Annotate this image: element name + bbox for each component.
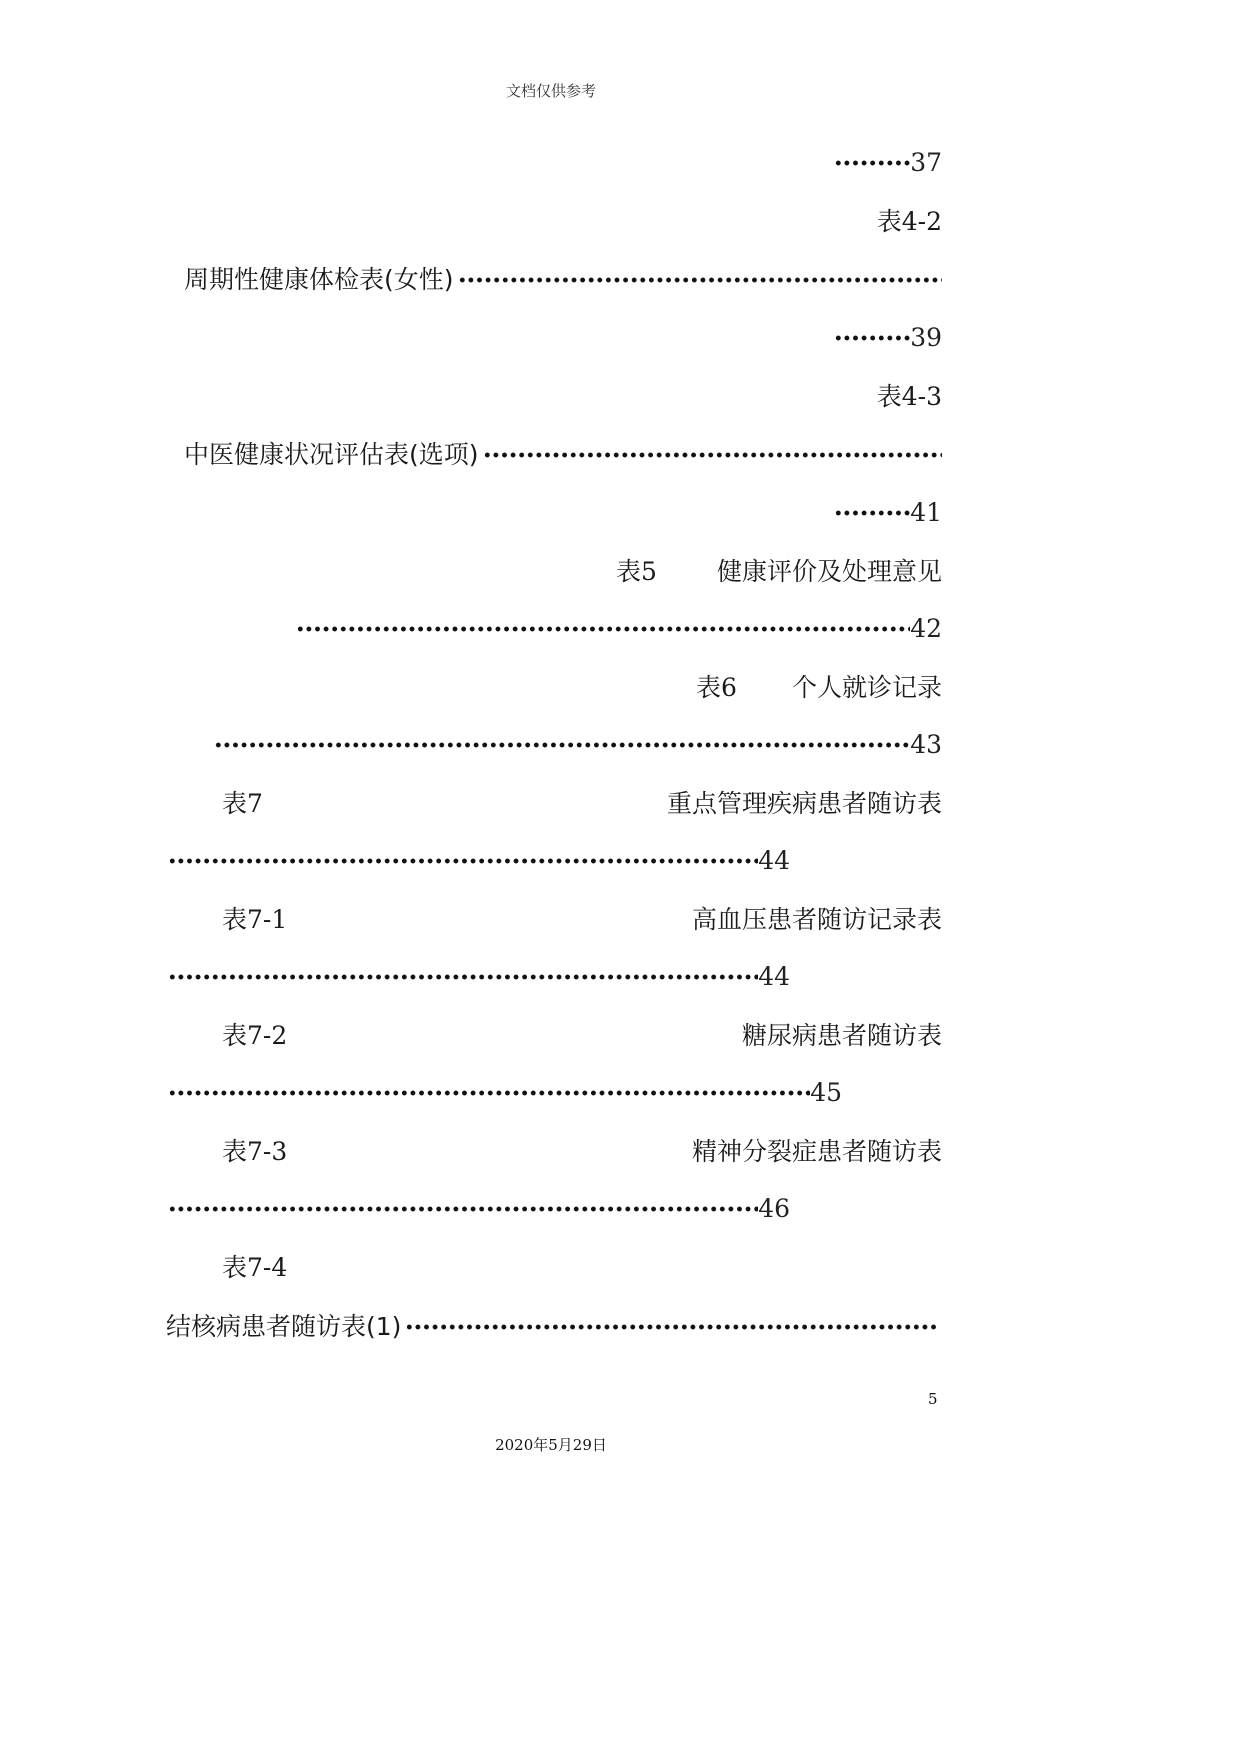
toc-page-number: 45 <box>810 1078 842 1107</box>
toc-entry-title: 高血压患者随访记录表 <box>691 905 942 934</box>
toc-entry-row <box>222 787 942 821</box>
dot-fill <box>168 844 758 878</box>
dot-fill <box>296 612 910 646</box>
toc-entry-title: 健康评价及处理意见 <box>716 557 942 586</box>
toc-entry-title: 周期性健康体检表(女性) <box>184 265 454 294</box>
dot-fill <box>834 496 910 530</box>
toc-entry-code: 表5 <box>616 557 657 586</box>
toc-entry-title: 精神分裂症患者随访表 <box>691 1137 942 1166</box>
toc-dot-leader <box>168 1192 790 1226</box>
dot-fill <box>458 263 942 297</box>
toc-entry-row <box>696 671 942 705</box>
toc-entry-title: 中医健康状况评估表(选项) <box>184 440 479 469</box>
toc-page-number: 39 <box>910 323 942 352</box>
toc-entry-code: 表4-3 <box>876 382 942 411</box>
toc-page-number: 44 <box>758 962 790 991</box>
toc-entry-row <box>222 1135 942 1169</box>
page-number: 5 <box>928 1390 938 1408</box>
toc-entry-title: 重点管理疾病患者随访表 <box>666 789 942 818</box>
dot-fill <box>405 1310 936 1344</box>
toc-entry-row <box>616 555 942 589</box>
toc-entry-title: 个人就诊记录 <box>791 673 942 702</box>
dot-fill <box>168 1076 810 1110</box>
dot-fill <box>168 1192 758 1226</box>
toc-dot-leader <box>168 1076 842 1110</box>
toc-entry-code: 表7-1 <box>222 905 288 934</box>
toc-entry-code: 表7-3 <box>222 1137 288 1166</box>
toc-page-number: 37 <box>910 148 942 177</box>
toc-dot-leader <box>834 146 942 180</box>
toc-dot-leader <box>834 321 942 355</box>
toc-dot-leader <box>214 728 942 762</box>
toc-page-number: 44 <box>758 846 790 875</box>
toc-page-number: 42 <box>910 614 942 643</box>
toc-dot-leader <box>834 496 942 530</box>
toc-entry-code: 表7 <box>222 789 263 818</box>
toc-entry-row <box>184 263 942 297</box>
toc-entry-row <box>222 903 942 937</box>
toc-entry-code: 表7-2 <box>222 1021 288 1050</box>
toc-entry-code: 表6 <box>696 673 737 702</box>
toc-entry-row <box>222 1019 942 1053</box>
document-header: 文档仅供参考 <box>505 82 596 100</box>
toc-entry-title: 结核病患者随访表(1) <box>166 1312 402 1341</box>
toc-entry-code: 表4-2 <box>876 207 942 236</box>
toc-page-number: 46 <box>758 1194 790 1223</box>
dot-fill <box>483 438 942 472</box>
footer-date: 2020年5月29日 <box>495 1436 607 1454</box>
toc-dot-leader <box>168 844 790 878</box>
toc-page-number: 43 <box>910 730 942 759</box>
toc-dot-leader <box>296 612 942 646</box>
toc-entry-title: 糖尿病患者随访表 <box>741 1021 942 1050</box>
toc-dot-leader <box>168 960 790 994</box>
toc-entry-code: 表7-4 <box>222 1253 288 1282</box>
toc-page-number: 41 <box>910 498 942 527</box>
toc-entry-row <box>184 438 942 472</box>
dot-fill <box>214 728 910 762</box>
dot-fill <box>834 146 910 180</box>
dot-fill <box>834 321 910 355</box>
dot-fill <box>168 960 758 994</box>
toc-entry-row <box>166 1310 936 1344</box>
